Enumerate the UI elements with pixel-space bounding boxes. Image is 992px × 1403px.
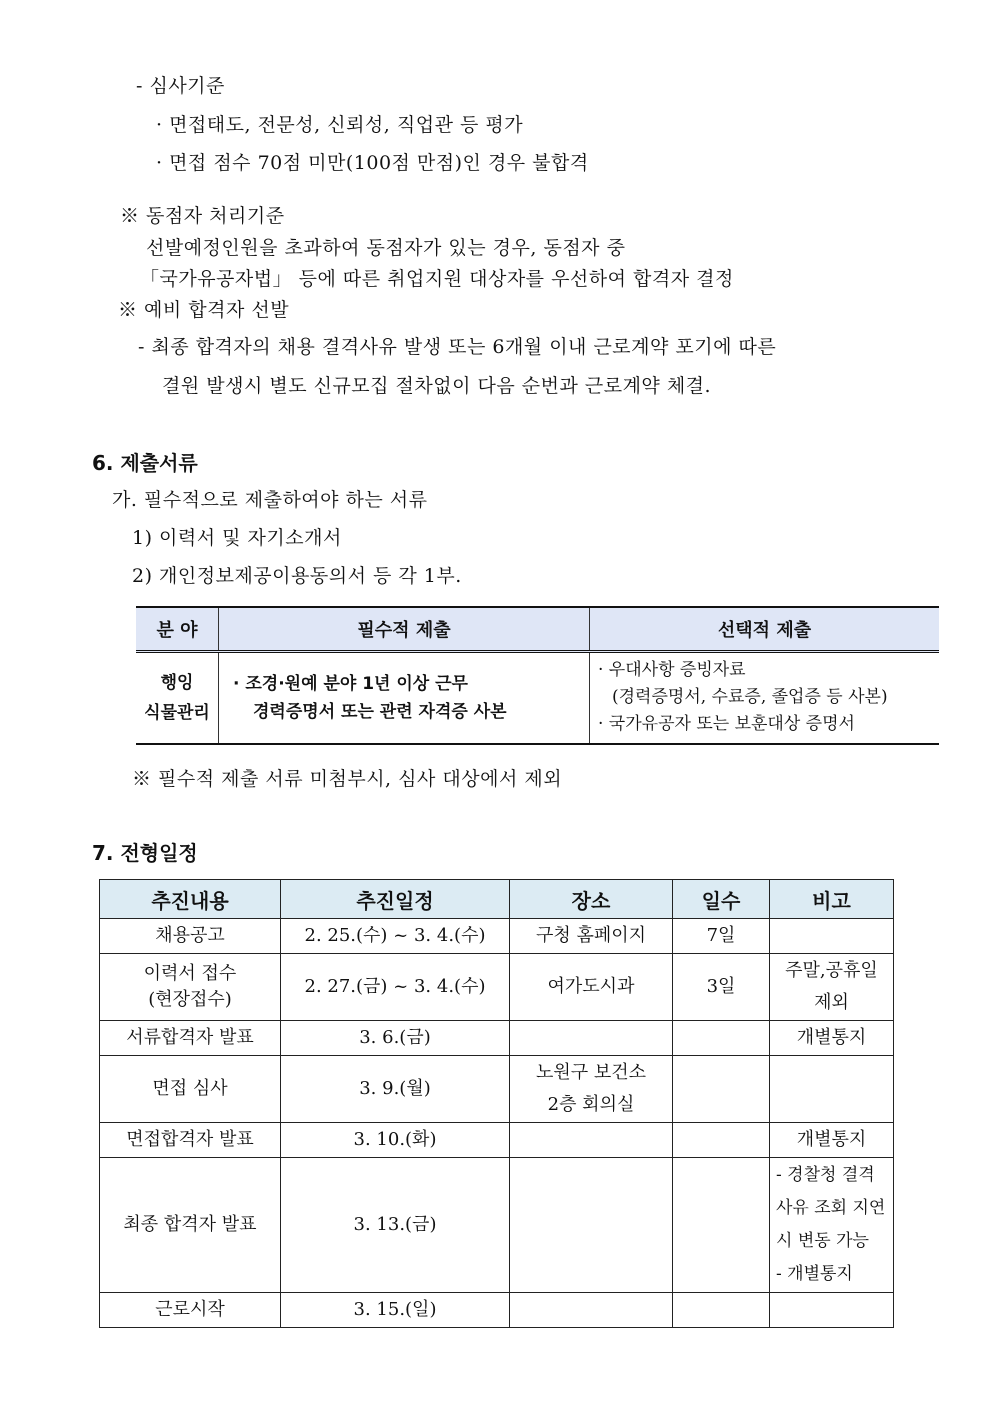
header-content: 추진내용 xyxy=(100,880,281,919)
tie-line: 「국가유공자법」 등에 따른 취업지원 대상자를 우선하여 합격자 결정 xyxy=(140,268,734,290)
criteria-item: · 면접태도, 전문성, 신뢰성, 직업관 등 평가 xyxy=(156,114,524,136)
header-optional: 선택적 제출 xyxy=(590,607,940,652)
cell-days: 7일 xyxy=(673,919,770,954)
documents-table xyxy=(136,606,939,745)
cell-place xyxy=(510,1021,673,1056)
tie-line: 선발예정인원을 초과하여 동점자가 있는 경우, 동점자 중 xyxy=(146,237,626,259)
cell-content: 근로시작 xyxy=(100,1293,281,1328)
table-row xyxy=(100,1056,894,1123)
header-required: 필수적 제출 xyxy=(219,607,590,652)
cell-date: 3. 13.(금) xyxy=(281,1158,510,1293)
cell-place xyxy=(510,1158,673,1293)
header-place: 장소 xyxy=(510,880,673,919)
section6-sub: 가. 필수적으로 제출하여야 하는 서류 xyxy=(112,489,428,511)
required-cell xyxy=(219,652,590,744)
place-line: 2층 회의실 xyxy=(547,1094,635,1115)
cell-place: 여가도시과 xyxy=(510,954,673,1021)
cell-date: 2. 27.(금) ~ 3. 4.(수) xyxy=(281,954,510,1021)
reserve-line: - 최종 합격자의 채용 결격사유 발생 또는 6개월 이내 근로계약 포기에 따른 xyxy=(138,336,777,358)
reserve-line: 결원 발생시 별도 신규모집 절차없이 다음 순번과 근로계약 체결. xyxy=(162,375,712,397)
note-line: 주말,공휴일 xyxy=(785,960,878,981)
cell-days xyxy=(673,1158,770,1293)
table-row xyxy=(100,1021,894,1056)
cell-place xyxy=(510,1123,673,1158)
cell-note xyxy=(770,1293,894,1328)
optional-line: · 국가유공자 또는 보훈대상 증명서 xyxy=(598,714,855,735)
cell-date: 3. 9.(월) xyxy=(281,1056,510,1123)
content-line: (현장접수) xyxy=(148,989,232,1010)
optional-line: (경력증명서, 수료증, 졸업증 등 사본) xyxy=(612,687,888,708)
table-row xyxy=(136,652,939,744)
note-line: 제외 xyxy=(814,992,849,1013)
cell-content: 채용공고 xyxy=(100,919,281,954)
criteria-item: · 면접 점수 70점 미만(100점 만점)인 경우 불합격 xyxy=(156,152,589,174)
cell-date: 3. 10.(화) xyxy=(281,1123,510,1158)
cell-days xyxy=(673,1123,770,1158)
section6-item: 1) 이력서 및 자기소개서 xyxy=(132,527,342,549)
cell-note xyxy=(770,1056,894,1123)
section6-note: ※ 필수적 제출 서류 미첨부시, 심사 대상에서 제외 xyxy=(132,768,563,790)
cell-date: 3. 6.(금) xyxy=(281,1021,510,1056)
field-cell xyxy=(136,652,219,744)
cell-note: 개별통지 xyxy=(770,1021,894,1056)
table-row xyxy=(100,1123,894,1158)
table-row xyxy=(100,919,894,954)
cell-content: 서류합격자 발표 xyxy=(100,1021,281,1056)
place-line: 노원구 보건소 xyxy=(535,1062,647,1083)
schedule-table xyxy=(99,879,894,1328)
cell-note: 개별통지 xyxy=(770,1123,894,1158)
header-field: 분 야 xyxy=(136,607,219,652)
criteria-heading: - 심사기준 xyxy=(136,75,225,97)
cell-days xyxy=(673,1021,770,1056)
cell-note xyxy=(770,954,894,1021)
cell-date: 2. 25.(수) ~ 3. 4.(수) xyxy=(281,919,510,954)
section6-title: 6. 제출서류 xyxy=(92,451,198,475)
header-note: 비고 xyxy=(770,880,894,919)
header-date: 추진일정 xyxy=(281,880,510,919)
cell-place: 구청 홈페이지 xyxy=(510,919,673,954)
cell-place xyxy=(510,1056,673,1123)
field-line: 행잉 xyxy=(160,672,194,693)
cell-content xyxy=(100,954,281,1021)
cell-content: 면접합격자 발표 xyxy=(100,1123,281,1158)
cell-note xyxy=(770,919,894,954)
tie-heading: ※ 동점자 처리기준 xyxy=(120,205,285,227)
cell-note xyxy=(770,1158,894,1293)
note-line: - 경찰청 결격 xyxy=(776,1165,875,1185)
cell-days xyxy=(673,1293,770,1328)
field-line: 식물관리 xyxy=(144,702,210,723)
cell-content: 최종 합격자 발표 xyxy=(100,1158,281,1293)
section7-title: 7. 전형일정 xyxy=(92,841,198,865)
reserve-heading: ※ 예비 합격자 선발 xyxy=(118,299,290,321)
table-header-row xyxy=(136,607,939,652)
required-line: · 조경·원예 분야 1년 이상 근무 xyxy=(233,673,468,694)
cell-place xyxy=(510,1293,673,1328)
table-row xyxy=(100,1293,894,1328)
section6-item: 2) 개인정보제공이용동의서 등 각 1부. xyxy=(132,565,462,587)
cell-days: 3일 xyxy=(673,954,770,1021)
table-header-row xyxy=(100,880,894,919)
note-line: 시 변동 가능 xyxy=(776,1231,869,1251)
cell-days xyxy=(673,1056,770,1123)
note-line: 사유 조회 지연 xyxy=(776,1198,886,1218)
required-line: 경력증명서 또는 관련 자격증 사본 xyxy=(253,701,507,722)
table-row xyxy=(100,1158,894,1293)
table-row xyxy=(100,954,894,1021)
optional-cell xyxy=(590,652,940,744)
cell-date: 3. 15.(일) xyxy=(281,1293,510,1328)
header-days: 일수 xyxy=(673,880,770,919)
optional-line: · 우대사항 증빙자료 xyxy=(598,660,746,681)
note-line: - 개별통지 xyxy=(776,1264,853,1284)
cell-content: 면접 심사 xyxy=(100,1056,281,1123)
content-line: 이력서 접수 xyxy=(143,963,237,984)
